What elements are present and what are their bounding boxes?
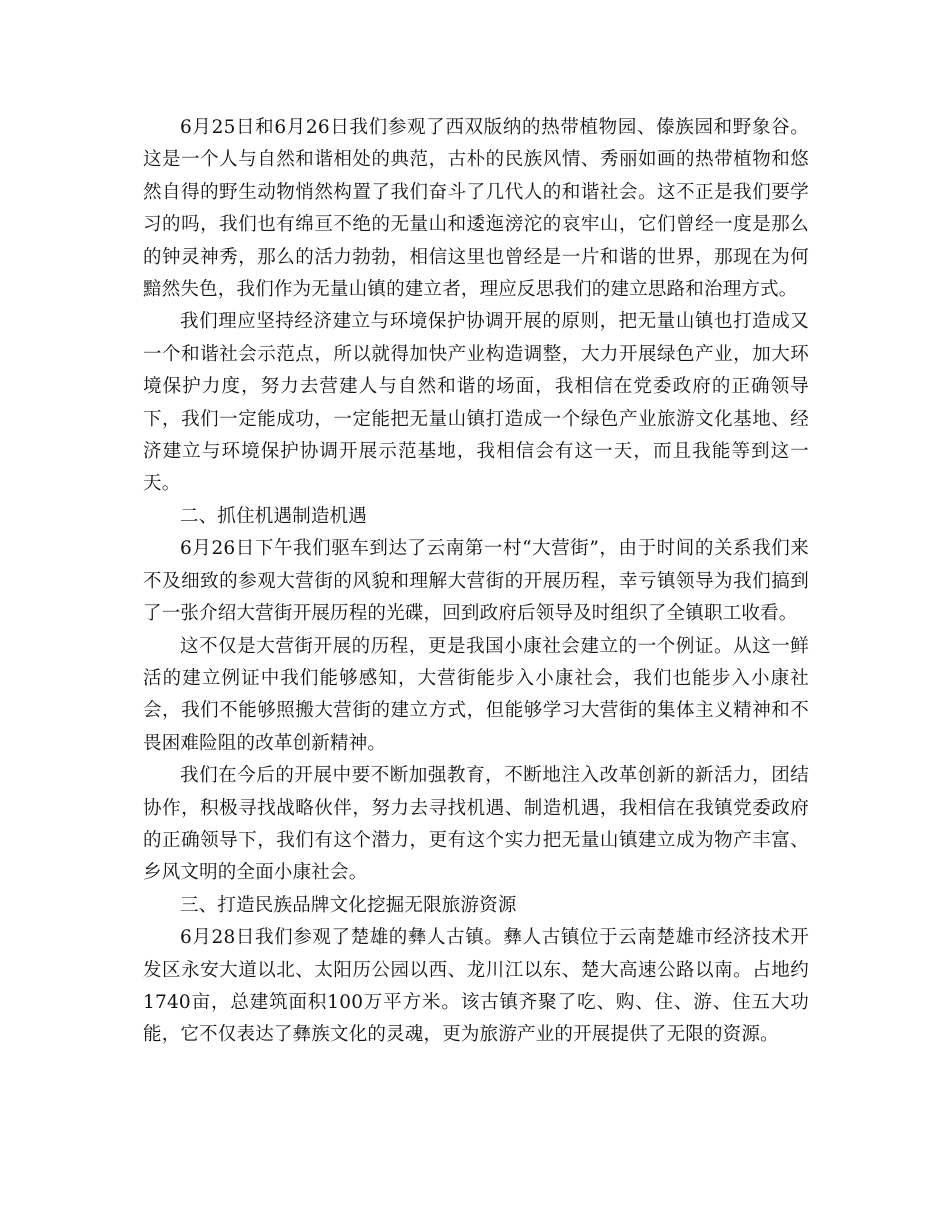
paragraph-coordinated-development: 我们理应坚持经济建立与环境保护协调开展的原则，把无量山镇也打造成又一个和谐社会示范点，所以就得加快产业构造调整，大力开展绿色产业，加大环境保护力度，努力去营建人与自然和谐的场面，我相信在党委政府的正确领导下，我们一定能成功，一定能把无量山镇打造成一个绿色产业旅游文化基地、经济建立与环境保护协调开展示范基地，我相信会有这一天，而且我能等到这一天。 — [143, 311, 809, 495]
section-heading-2: 二、抓住机遇制造机遇 — [180, 505, 368, 527]
document-body — [143, 112, 809, 1052]
paragraph-dayingjie-visit: 6月26日下午我们驱车到达了云南第一村“大营街”，由于时间的关系我们来不及细致的参观大营街的风貌和理解大营街的开展历程，幸亏镇领导为我们搞到了一张介绍大营街开展历程的光碟，回到政府后领导及时组织了全镇职工收看。 — [143, 538, 809, 625]
paragraph-xishuangbanna-visit: 6月25日和6月26日我们参观了西双版纳的热带植物园、傣族园和野象谷。这是一个人与自然和谐相处的典范，古朴的民族风情、秀丽如画的热带植物和悠然自得的野生动物悄然构置了我们奋斗了几代人的和谐社会。这不正是我们要学习的吗，我们也有绵亘不绝的无量山和逶迤滂沱的哀牢山，它们曾经一度是那么的钟灵神秀，那么的活力勃勃，相信这里也曾经是一片和谐的世界，那现在为何黯然失色，我们作为无量山镇的建立者，理应反思我们的建立思路和治理方式。 — [143, 117, 809, 301]
paragraph-future-development: 我们在今后的开展中要不断加强教育，不断地注入改革创新的新活力，团结协作，积极寻找战略伙伴，努力去寻找机遇、制造机遇，我相信在我镇党委政府的正确领导下，我们有这个潜力，更有这个实力把无量山镇建立成为物产丰富、乡风文明的全面小康社会。 — [143, 765, 809, 884]
section-heading-3: 三、打造民族品牌文化挖掘无限旅游资源 — [180, 894, 517, 916]
paragraph-yiren-ancient-town: 6月28日我们参观了楚雄的彝人古镇。彝人古镇位于云南楚雄市经济技术开发区永安大道以北、太阳历公园以西、龙川江以东、楚大高速公路以南。占地约1740亩，总建筑面积100万平方米。该古镇齐聚了吃、购、住、游、住五大功能，它不仅表达了彝族文化的灵魂，更为旅游产业的开展提供了无限的资源。 — [143, 927, 809, 1046]
paragraph-xiaokang-example: 这不仅是大营街开展的历程，更是我国小康社会建立的一个例证。从这一鲜活的建立例证中我们能够感知，大营街能步入小康社会，我们也能步入小康社会，我们不能够照搬大营街的建立方式，但能够学习大营街的集体主义精神和不畏困难险阻的改革创新精神。 — [143, 635, 809, 754]
